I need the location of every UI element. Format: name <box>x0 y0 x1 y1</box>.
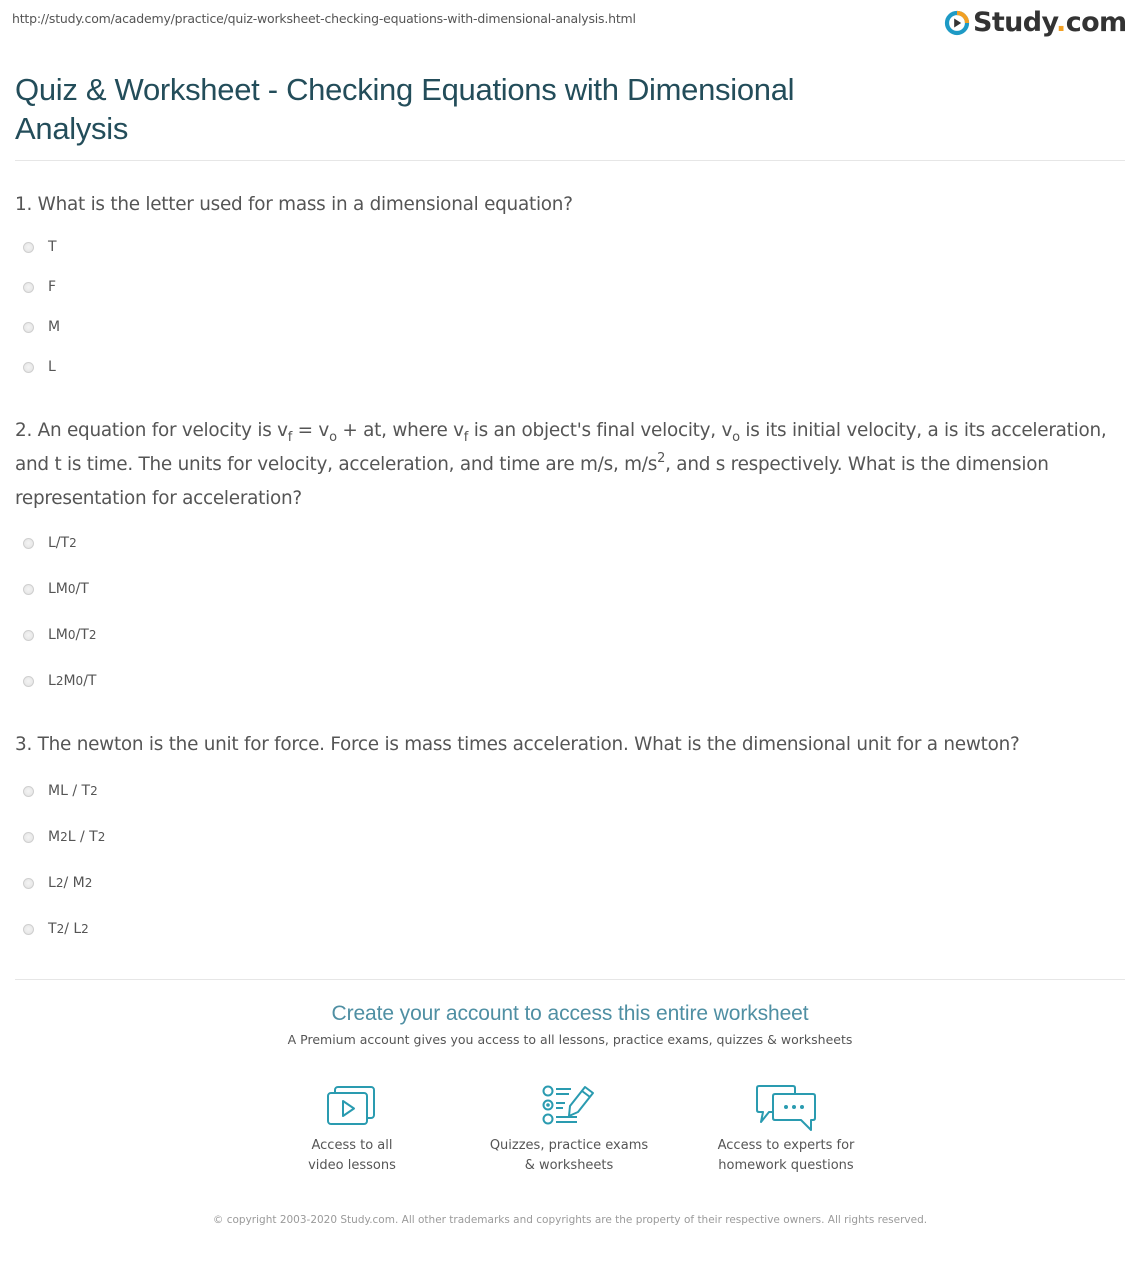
feature-label-line1: Quizzes, practice exams <box>489 1138 649 1153</box>
answer-option[interactable]: L <box>23 356 56 378</box>
question-1: 1. What is the letter used for mass in a dimensional equation? <box>15 194 573 215</box>
feature-label-line1: Access to all <box>311 1138 393 1153</box>
answer-option[interactable]: M <box>23 316 60 338</box>
question-2: 2. An equation for velocity is $v_f = v_o$ + at, where $v_f$ is an object's final velocity, $v_o$ is its initial velocity, a is its acceleration, and t is time. The units for velocity, acceleration, and time are m/s, $m/s^2$, and s respectively. What is the dimension representation for acceleration? <box>15 420 1107 509</box>
radio-button[interactable] <box>23 630 34 641</box>
radio-button[interactable] <box>23 676 34 687</box>
page-url: http://study.com/academy/practice/quiz-worksheet-checking-equations-with-dimensional-analysis.html <box>12 11 636 26</box>
radio-button[interactable] <box>23 832 34 843</box>
title-divider <box>15 160 1125 161</box>
feature-label-line2: & worksheets <box>524 1158 614 1173</box>
feature-label-line1: Access to experts for <box>717 1138 855 1153</box>
radio-button[interactable] <box>23 362 34 373</box>
page-title: Quiz & Worksheet - Checking Equations with Dimensional Analysis <box>15 72 795 146</box>
radio-button[interactable] <box>23 242 34 253</box>
quiz-checklist-icon <box>541 1084 597 1128</box>
radio-button[interactable] <box>23 584 34 595</box>
copyright-footer: © copyright 2003-2020 Study.com. All other trademarks and copyrights are the property of their respective owners. All rights reserved. <box>212 1214 928 1226</box>
radio-button[interactable] <box>23 322 34 333</box>
answer-option[interactable]: LM 0 /T <box>23 578 89 600</box>
play-ring-logo-icon <box>944 10 970 36</box>
feature-quizzes <box>469 1084 669 1176</box>
answer-option[interactable]: T <box>23 236 57 258</box>
question-3: 3. The newton is the unit for force. Force is mass times acceleration. What is the dimensional unit for a newton? <box>15 734 1020 755</box>
content-divider <box>15 979 1125 980</box>
answer-option[interactable]: L 2 M 0 /T <box>23 670 96 692</box>
create-account-link[interactable]: Create your account to access this entire worksheet <box>331 1002 809 1025</box>
video-lessons-icon <box>326 1084 378 1128</box>
answer-option[interactable]: ML / T 2 <box>23 780 98 802</box>
answer-option[interactable]: F <box>23 276 56 298</box>
logo-text: Study.com <box>973 7 1127 38</box>
answer-option[interactable]: LM 0 /T 2 <box>23 624 96 646</box>
chat-experts-icon <box>755 1084 817 1134</box>
radio-button[interactable] <box>23 538 34 549</box>
feature-video-lessons <box>252 1084 452 1176</box>
answer-option[interactable]: M 2 L / T 2 <box>23 826 105 848</box>
radio-button[interactable] <box>23 282 34 293</box>
feature-experts <box>686 1084 886 1176</box>
answer-option[interactable]: T 2 / L 2 <box>23 918 89 940</box>
answer-option[interactable]: L 2 / M 2 <box>23 872 92 894</box>
study-com-logo[interactable] <box>944 9 1127 36</box>
radio-button[interactable] <box>23 878 34 889</box>
radio-button[interactable] <box>23 924 34 935</box>
premium-description: A Premium account gives you access to all lessons, practice exams, quizzes & worksheets <box>287 1032 853 1047</box>
answer-option[interactable]: L/T 2 <box>23 532 77 554</box>
radio-button[interactable] <box>23 786 34 797</box>
feature-label-line2: homework questions <box>718 1158 854 1173</box>
feature-label-line2: video lessons <box>308 1158 396 1173</box>
